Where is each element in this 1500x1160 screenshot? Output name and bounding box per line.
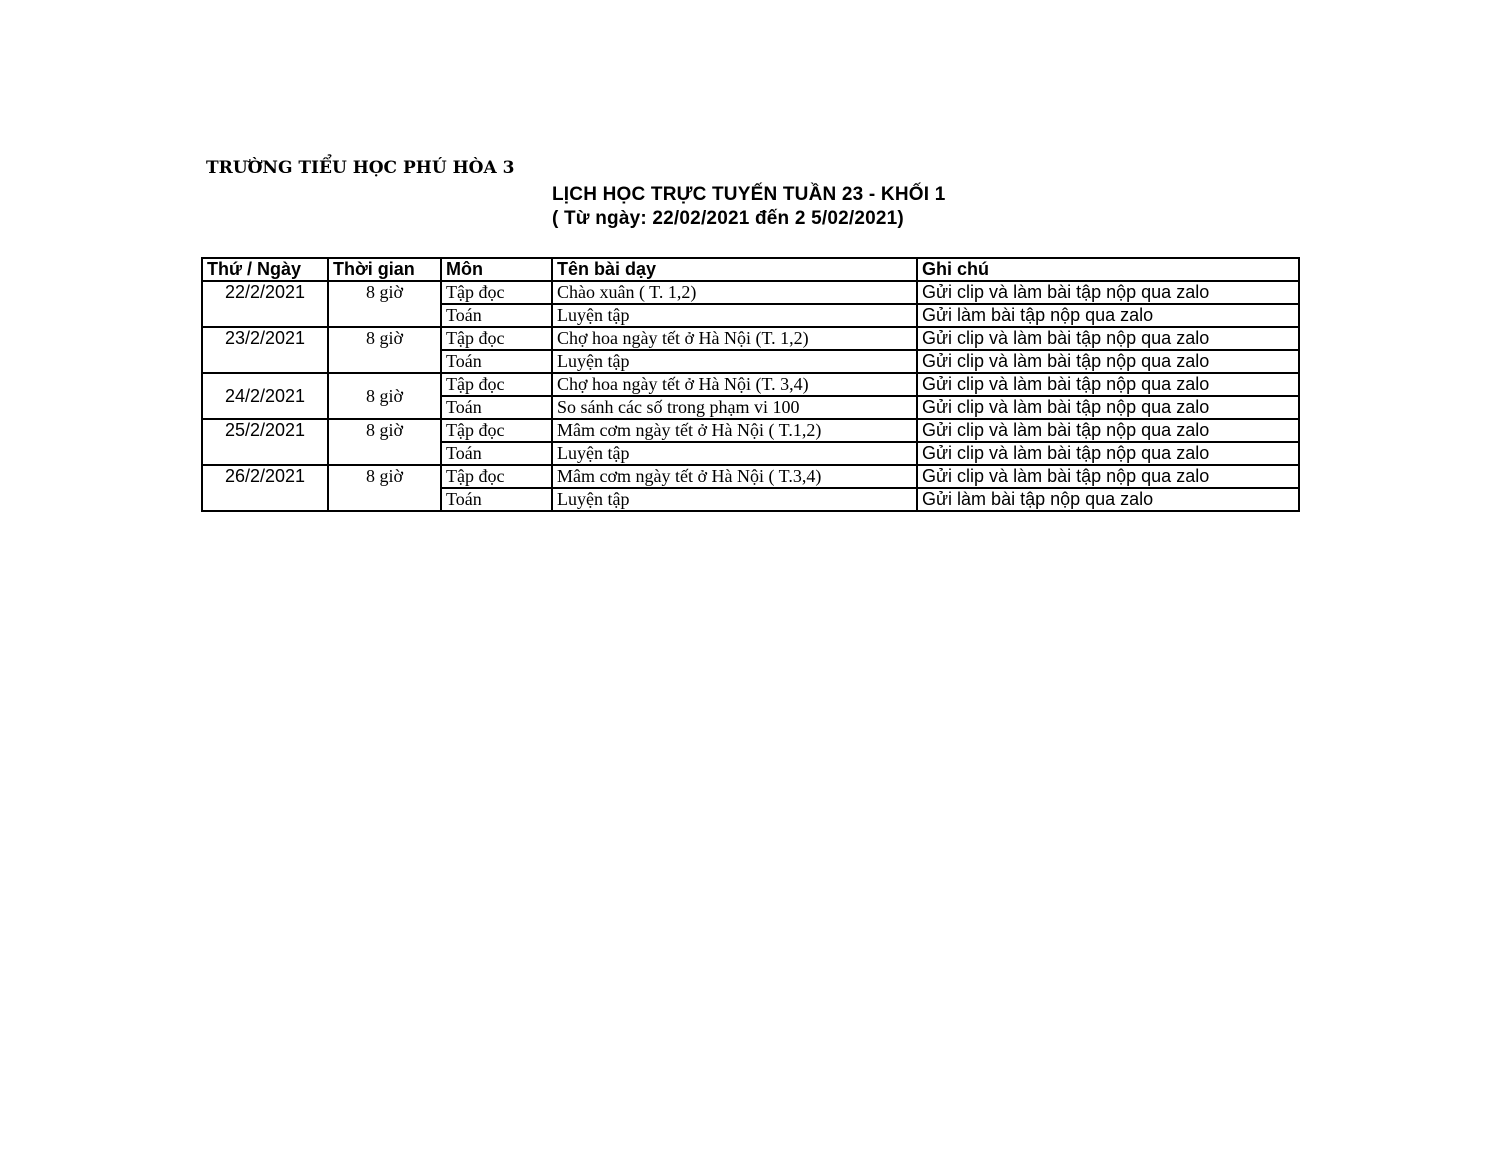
day-date: 24/2/2021 <box>202 373 328 419</box>
table-header-row <box>202 258 1299 281</box>
lesson-name: Mâm cơm ngày tết ở Hà Nội ( T.3,4) <box>552 465 917 488</box>
lesson-name: So sánh các số trong phạm vi 100 <box>552 396 917 419</box>
day-time: 8 giờ <box>328 465 441 511</box>
table-row <box>202 281 1299 304</box>
header-lesson: Tên bài dạy <box>552 258 917 281</box>
header-time: Thời gian <box>328 258 441 281</box>
lesson-subject: Toán <box>441 442 552 465</box>
schedule-date-range: ( Từ ngày: 22/02/2021 đến 2 5/02/2021) <box>552 208 904 229</box>
lesson-name: Chào xuân ( T. 1,2) <box>552 281 917 304</box>
day-time: 8 giờ <box>328 281 441 327</box>
day-time: 8 giờ <box>328 373 441 419</box>
table-row <box>202 419 1299 442</box>
day-date: 23/2/2021 <box>202 327 328 373</box>
lesson-subject: Toán <box>441 396 552 419</box>
table-row <box>202 465 1299 488</box>
day-date: 22/2/2021 <box>202 281 328 327</box>
lesson-note: Gửi clip và làm bài tập nộp qua zalo <box>917 396 1299 419</box>
lesson-name: Chợ hoa ngày tết ở Hà Nội (T. 3,4) <box>552 373 917 396</box>
day-time: 8 giờ <box>328 419 441 465</box>
lesson-note: Gửi làm bài tập nộp qua zalo <box>917 488 1299 511</box>
lesson-subject: Toán <box>441 304 552 327</box>
day-time: 8 giờ <box>328 327 441 373</box>
lesson-name: Luyện tập <box>552 442 917 465</box>
lesson-name: Mâm cơm ngày tết ở Hà Nội ( T.1,2) <box>552 419 917 442</box>
table-row <box>202 373 1299 396</box>
header-note: Ghi chú <box>917 258 1299 281</box>
day-date: 26/2/2021 <box>202 465 328 511</box>
lesson-subject: Toán <box>441 488 552 511</box>
lesson-subject: Tập đọc <box>441 281 552 304</box>
header-subject: Môn <box>441 258 552 281</box>
table-row <box>202 327 1299 350</box>
lesson-subject: Toán <box>441 350 552 373</box>
lesson-name: Luyện tập <box>552 304 917 327</box>
lesson-subject: Tập đọc <box>441 373 552 396</box>
lesson-note: Gửi clip và làm bài tập nộp qua zalo <box>917 419 1299 442</box>
schedule-title: LỊCH HỌC TRỰC TUYẾN TUẦN 23 - KHỐI 1 <box>552 184 946 205</box>
lesson-note: Gửi clip và làm bài tập nộp qua zalo <box>917 327 1299 350</box>
lesson-subject: Tập đọc <box>441 465 552 488</box>
lesson-subject: Tập đọc <box>441 327 552 350</box>
lesson-note: Gửi làm bài tập nộp qua zalo <box>917 304 1299 327</box>
lesson-note: Gửi clip và làm bài tập nộp qua zalo <box>917 281 1299 304</box>
lesson-name: Luyện tập <box>552 488 917 511</box>
lesson-name: Chợ hoa ngày tết ở Hà Nội (T. 1,2) <box>552 327 917 350</box>
day-date: 25/2/2021 <box>202 419 328 465</box>
schedule-table <box>201 257 1300 512</box>
school-name: TRƯỜNG TIỂU HỌC PHÚ HÒA 3 <box>206 158 515 178</box>
lesson-note: Gửi clip và làm bài tập nộp qua zalo <box>917 442 1299 465</box>
lesson-subject: Tập đọc <box>441 419 552 442</box>
lesson-note: Gửi clip và làm bài tập nộp qua zalo <box>917 350 1299 373</box>
lesson-note: Gửi clip và làm bài tập nộp qua zalo <box>917 373 1299 396</box>
header-day: Thứ / Ngày <box>202 258 328 281</box>
lesson-name: Luyện tập <box>552 350 917 373</box>
lesson-note: Gửi clip và làm bài tập nộp qua zalo <box>917 465 1299 488</box>
